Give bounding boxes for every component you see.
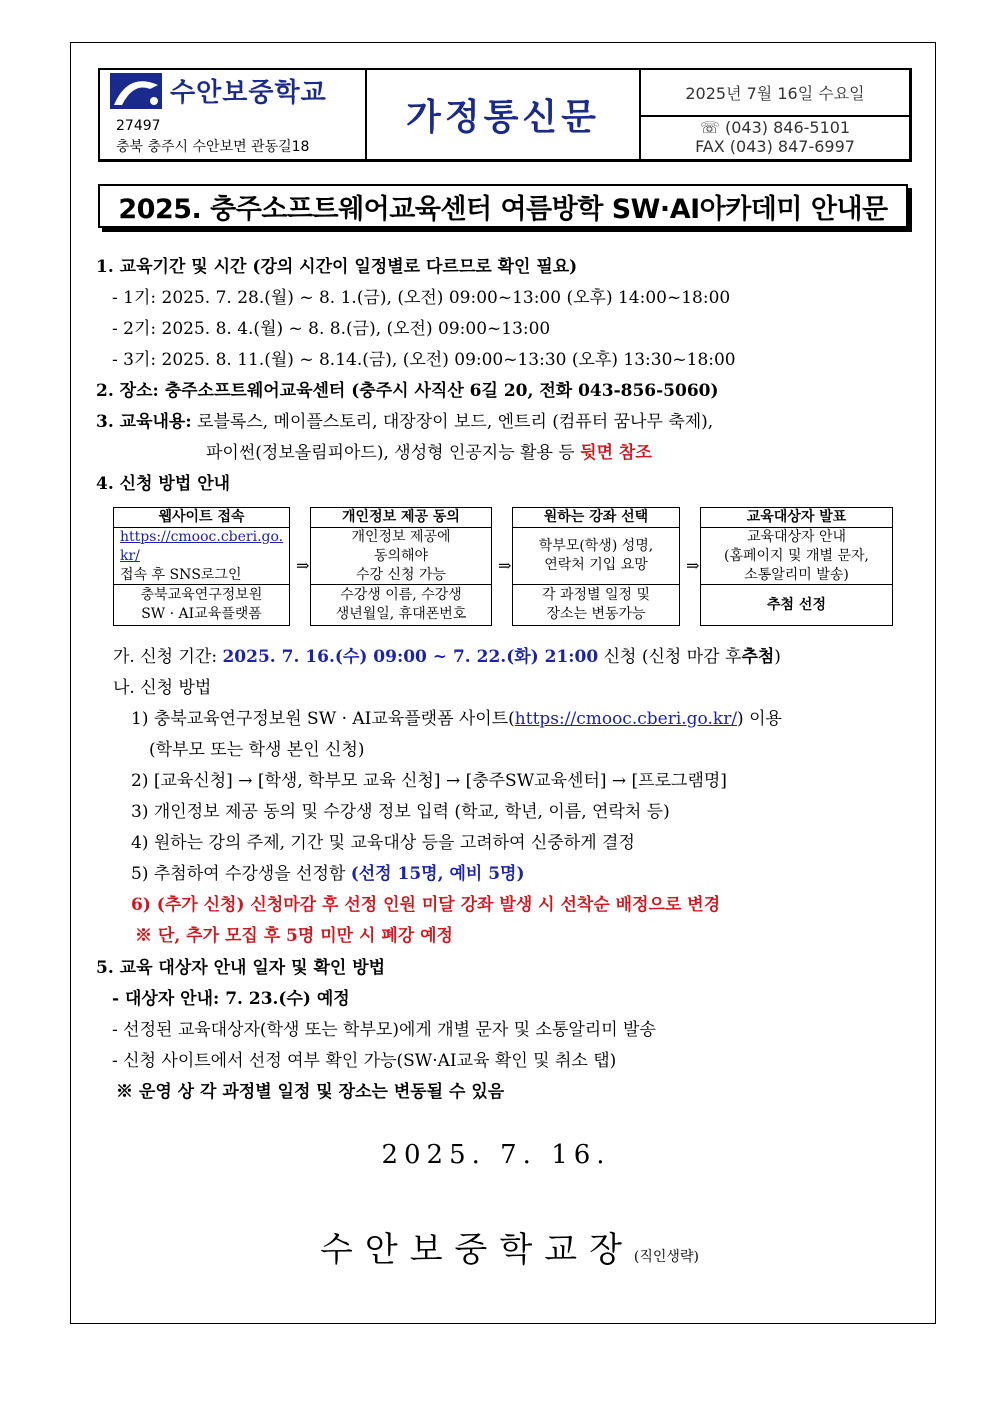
flow-step-foot: 생년월일, 휴대폰번호	[335, 606, 467, 622]
school-logo-icon	[110, 73, 162, 109]
platform-link[interactable]: https://cmooc.cberi.go.	[120, 528, 284, 545]
schedule-item: - 3기: 2025. 8. 11.(월) ~ 8.14.(금), (오전) 09:00~13:30 (오후) 13:30~18:00	[112, 350, 736, 370]
flow-step-head: 웹사이트 접속	[114, 508, 289, 528]
period-lottery: 추첨	[741, 647, 775, 667]
flow-step-head: 교육대상자 발표	[701, 508, 892, 528]
application-period	[113, 642, 781, 667]
period-dates: 2025. 7. 16.(수) 09:00 ~ 7. 22.(화) 21:00	[222, 647, 599, 667]
flow-step-text: 연락처 기입 요망	[544, 557, 648, 573]
flow-step-foot: SW · AI교육플랫폼	[141, 606, 262, 622]
method-step-text: ) 이용	[737, 709, 782, 729]
selection-count: (선정 15명, 예비 5명)	[350, 864, 525, 884]
schedule-change-note: ※ 운영 상 각 과정별 일정 및 장소는 변동될 수 있음	[116, 1082, 505, 1102]
flow-arrow-icon: ⇒	[686, 556, 700, 575]
platform-link-cont[interactable]: kr/	[120, 547, 140, 564]
flow-step-text: 소통알리미 발송)	[744, 566, 849, 583]
principal-signature	[320, 1222, 699, 1271]
phone-number: ☏ (043) 846-5101	[699, 118, 851, 137]
section3-content-2: 파이썬(정보올림피아드), 생성형 인공지능 활용 등	[206, 443, 575, 463]
flow-arrow-icon: ⇒	[498, 556, 512, 575]
flow-step-foot: 수강생 이름, 수강생	[340, 587, 462, 603]
method-step-5	[131, 859, 525, 884]
flow-step-foot: 장소는 변동가능	[546, 606, 646, 622]
school-zip: 27497	[116, 118, 161, 134]
flow-step-foot: 각 과정별 일정 및	[541, 587, 651, 603]
section4-heading: 4. 신청 방법 안내	[96, 474, 231, 494]
section1-heading: 1. 교육기간 및 시간 (강의 시간이 일정별로 다르므로 확인 필요)	[96, 257, 578, 277]
section5-item: - 대상자 안내: 7. 23.(수) 예정	[112, 989, 350, 1009]
flow-step-announce	[700, 507, 893, 626]
flow-step-text: 수강 신청 가능	[355, 566, 447, 583]
flow-step-website	[113, 507, 290, 626]
school-name: 수안보중학교	[170, 78, 327, 108]
section3-content: 로블록스, 메이플스토리, 대장장이 보드, 엔트리 (컴퓨터 꿈나무 축제),	[197, 412, 714, 432]
method-step-4: 4) 원하는 강의 주제, 기간 및 교육대상 등을 고려하여 신중하게 결정	[131, 833, 635, 853]
method-step-3: 3) 개인정보 제공 동의 및 수강생 정보 입력 (학교, 학년, 이름, 연락처 등)	[131, 802, 670, 822]
flow-step-course	[512, 507, 680, 626]
section3-line1	[96, 407, 713, 432]
flow-step-foot: 충북교육연구정보원	[140, 587, 263, 603]
section3-label: 3. 교육내용:	[96, 412, 192, 432]
signer-title: 수안보중학교장	[320, 1230, 634, 1270]
signature-date: 2025. 7. 16.	[381, 1140, 611, 1170]
section3-line2	[206, 438, 652, 463]
method-step-text: 5) 추첨하여 수강생을 선정함	[131, 864, 346, 884]
schedule-item: - 1기: 2025. 7. 28.(월) ~ 8. 1.(금), (오전) 09:00~13:00 (오후) 14:00~18:00	[112, 288, 731, 308]
period-end: )	[774, 647, 781, 667]
see-back-note: 뒷면 참조	[580, 443, 652, 463]
flow-step-text: 접속 후 SNS로그인	[120, 566, 242, 583]
flow-arrow-icon: ⇒	[296, 556, 310, 575]
flow-step-foot: 추첨 선정	[767, 596, 826, 613]
period-label: 가. 신청 기간:	[113, 647, 218, 667]
flow-step-head: 원하는 강좌 선택	[513, 508, 679, 528]
method-heading: 나. 신청 방법	[113, 678, 212, 698]
section5-heading: 5. 교육 대상자 안내 일자 및 확인 방법	[96, 958, 386, 978]
fax-number: FAX (043) 847-6997	[695, 137, 855, 156]
seal-omitted-note: (직인생략)	[633, 1249, 699, 1265]
school-address: 충북 충주시 수안보면 관동길18	[116, 139, 310, 155]
flow-step-consent	[310, 507, 492, 626]
doc-type-title: 가정통신문	[406, 96, 600, 138]
platform-url-link[interactable]: https://cmooc.cberi.go.kr/	[514, 709, 738, 729]
method-step-1	[131, 704, 782, 729]
period-suffix: 신청 (신청 마감 후	[603, 647, 742, 667]
method-step-6: 6) (추가 신청) 신청마감 후 선정 인원 미달 강좌 발생 시 선착순 배정으로 변경	[131, 895, 721, 915]
flow-step-text: 개인정보 제공에	[351, 528, 451, 545]
issue-date: 2025년 7월 16일 수요일	[685, 83, 865, 103]
flow-step-text: (홈페이지 및 개별 문자,	[724, 547, 869, 564]
method-step-text: 1) 충북교육연구정보원 SW · AI교육플랫폼 사이트(	[131, 709, 515, 729]
schedule-item: - 2기: 2025. 8. 4.(월) ~ 8. 8.(금), (오전) 09:00~13:00	[112, 319, 551, 339]
flow-step-text: 동의해야	[373, 547, 429, 564]
section2-location: 2. 장소: 충주소프트웨어교육센터 (충주시 사직산 6길 20, 전화 043-856-5060)	[96, 381, 719, 401]
cancellation-note: ※ 단, 추가 모집 후 5명 미만 시 폐강 예정	[135, 926, 453, 946]
flow-step-text: 교육대상자 안내	[746, 528, 847, 545]
contact-info	[642, 118, 908, 156]
section5-item: - 신청 사이트에서 선정 여부 확인 가능(SW·AI교육 확인 및 취소 탭)	[112, 1051, 617, 1071]
flow-step-head: 개인정보 제공 동의	[311, 508, 491, 528]
method-step-2: 2) [교육신청] → [학생, 학부모 교육 신청] → [충주SW교육센터] → [프로그램명]	[131, 771, 727, 791]
method-step-1-sub: (학부모 또는 학생 본인 신청)	[149, 740, 365, 760]
flow-step-text: 학부모(학생) 성명,	[538, 538, 654, 554]
section5-item: - 선정된 교육대상자(학생 또는 학부모)에게 개별 문자 및 소통알리미 발송	[112, 1020, 656, 1040]
notice-title: 2025. 충주소프트웨어교육센터 여름방학 SW·AI아카데미 안내문	[98, 184, 908, 228]
